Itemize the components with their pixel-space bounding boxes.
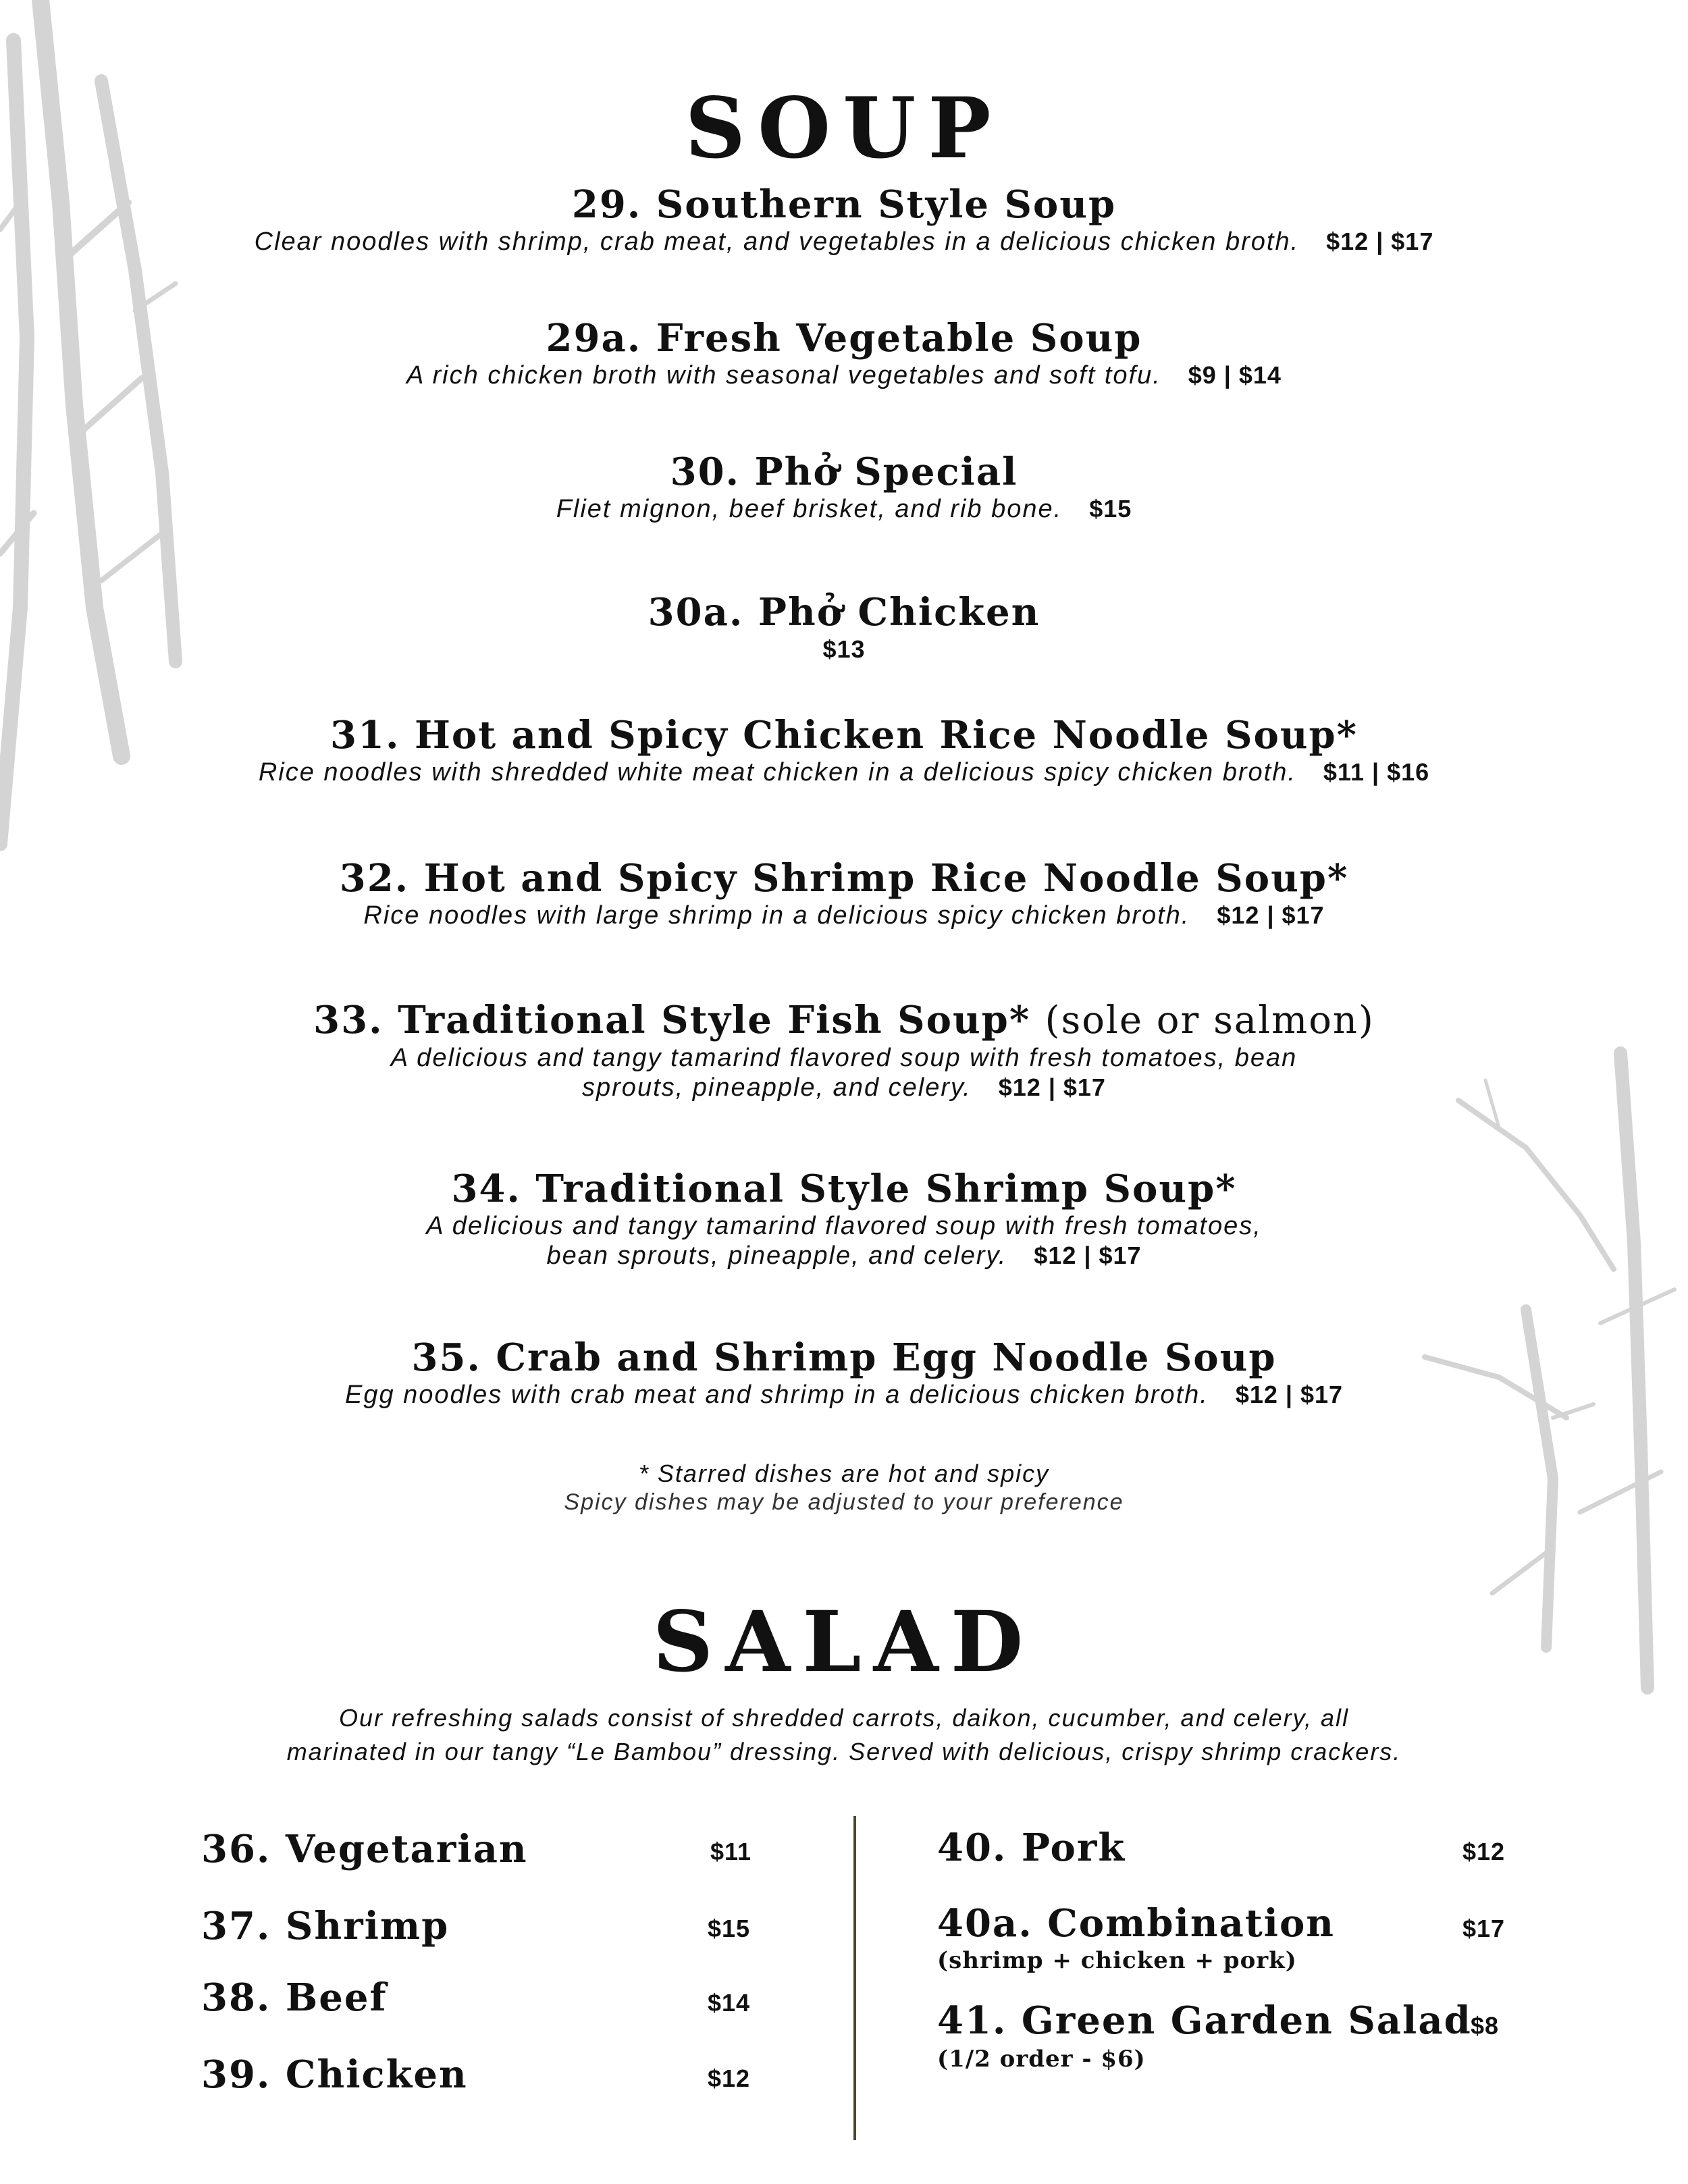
- item-price: $12 | $17: [1034, 1242, 1142, 1269]
- menu-item: [169, 998, 1519, 1102]
- intro-line: Our refreshing salads consist of shredded carrots, daikon, cucumber, and celery, all: [339, 1704, 1349, 1732]
- menu-item: [169, 713, 1519, 787]
- item-price: $15: [1089, 495, 1132, 523]
- salad-item-note: (1/2 order - $6): [937, 2046, 1146, 2073]
- item-price: $13: [822, 635, 866, 663]
- salad-item-price: $8: [1471, 2012, 1500, 2040]
- item-description: A rich chicken broth with seasonal vegetables and soft tofu.: [406, 361, 1161, 390]
- salad-item-price: $17: [1462, 1915, 1506, 1942]
- salad-heading: SALAD: [652, 1593, 1036, 1691]
- salad-item-note: (shrimp + chicken + pork): [937, 1947, 1297, 1974]
- item-description: Clear noodles with shrimp, crab meat, and vegetables in a delicious chicken broth.: [254, 228, 1300, 256]
- salad-item-name: 41. Green Garden Salad: [937, 1998, 1472, 2043]
- salad-item-price: $14: [708, 1989, 751, 2017]
- salad-item-name: 37. Shrimp: [201, 1904, 450, 1948]
- menu-item: [169, 316, 1519, 390]
- salad-item-name: 39. Chicken: [201, 2052, 468, 2097]
- item-price: $12 | $17: [1326, 228, 1434, 255]
- spicy-footnote: [0, 1460, 1688, 1516]
- column-divider: [853, 1816, 856, 2140]
- salad-item-name: 40. Pork: [937, 1826, 1126, 1870]
- item-price: $12 | $17: [1235, 1381, 1344, 1408]
- menu-item: [169, 450, 1519, 524]
- menu-item: [169, 1335, 1519, 1410]
- item-title: 29a. Fresh Vegetable Soup: [546, 316, 1142, 361]
- item-description: A delicious and tangy tamarind flavored soup with fresh tomatoes, bean: [390, 1044, 1298, 1072]
- item-description: Rice noodles with large shrimp in a delicious spicy chicken broth.: [363, 901, 1190, 930]
- item-description: sprouts, pineapple, and celery.: [582, 1073, 972, 1102]
- footnote-line: * Starred dishes are hot and spicy: [638, 1460, 1050, 1487]
- soup-heading: SOUP: [685, 80, 1003, 178]
- item-price: $11 | $16: [1323, 758, 1430, 786]
- item-title: 32. Hot and Spicy Shrimp Rice Noodle Soup*: [339, 856, 1349, 901]
- item-description: A delicious and tangy tamarind flavored soup with fresh tomatoes,: [426, 1212, 1262, 1240]
- item-title: 31. Hot and Spicy Chicken Rice Noodle Soup*: [330, 713, 1358, 757]
- item-description: Egg noodles with crab meat and shrimp in a delicious chicken broth.: [344, 1381, 1209, 1409]
- menu-item: [169, 856, 1519, 930]
- item-title: 35. Crab and Shrimp Egg Noodle Soup: [411, 1335, 1277, 1380]
- item-description: Fliet mignon, beef brisket, and rib bone.: [556, 495, 1063, 523]
- item-title: 33. Traditional Style Fish Soup*: [313, 998, 1031, 1042]
- salad-item-price: $15: [708, 1915, 751, 1942]
- item-title: 30a. Phở Chicken: [648, 590, 1040, 635]
- item-title-note: (sole or salmon): [1045, 998, 1375, 1042]
- item-title: 34. Traditional Style Shrimp Soup*: [451, 1167, 1237, 1211]
- menu-item: [169, 182, 1519, 257]
- footnote-line: Spicy dishes may be adjusted to your preference: [564, 1489, 1124, 1515]
- item-price: $9 | $14: [1188, 361, 1282, 389]
- item-price: $12 | $17: [998, 1073, 1106, 1101]
- item-title: 30. Phở Special: [670, 450, 1018, 494]
- salad-item-name: 38. Beef: [201, 1975, 388, 2020]
- intro-line: marinated in our tangy “Le Bambou” dressing. Served with delicious, crispy shrimp crackers.: [286, 1738, 1402, 1765]
- item-description: bean sprouts, pineapple, and celery.: [546, 1242, 1007, 1270]
- item-description: Rice noodles with shredded white meat chicken in a delicious spicy chicken broth.: [258, 758, 1296, 787]
- salad-item-name: 40a. Combination: [937, 1901, 1336, 1946]
- item-title: 29. Southern Style Soup: [571, 182, 1117, 227]
- salad-item-price: $12: [708, 2065, 751, 2092]
- salad-item-price: $12: [1462, 1838, 1506, 1865]
- menu-item: [169, 590, 1519, 664]
- item-price: $12 | $17: [1217, 901, 1325, 929]
- salad-item-price: $11: [710, 1838, 752, 1865]
- salad-intro: [135, 1701, 1553, 1769]
- salad-item-name: 36. Vegetarian: [201, 1827, 528, 1871]
- menu-item: [169, 1167, 1519, 1271]
